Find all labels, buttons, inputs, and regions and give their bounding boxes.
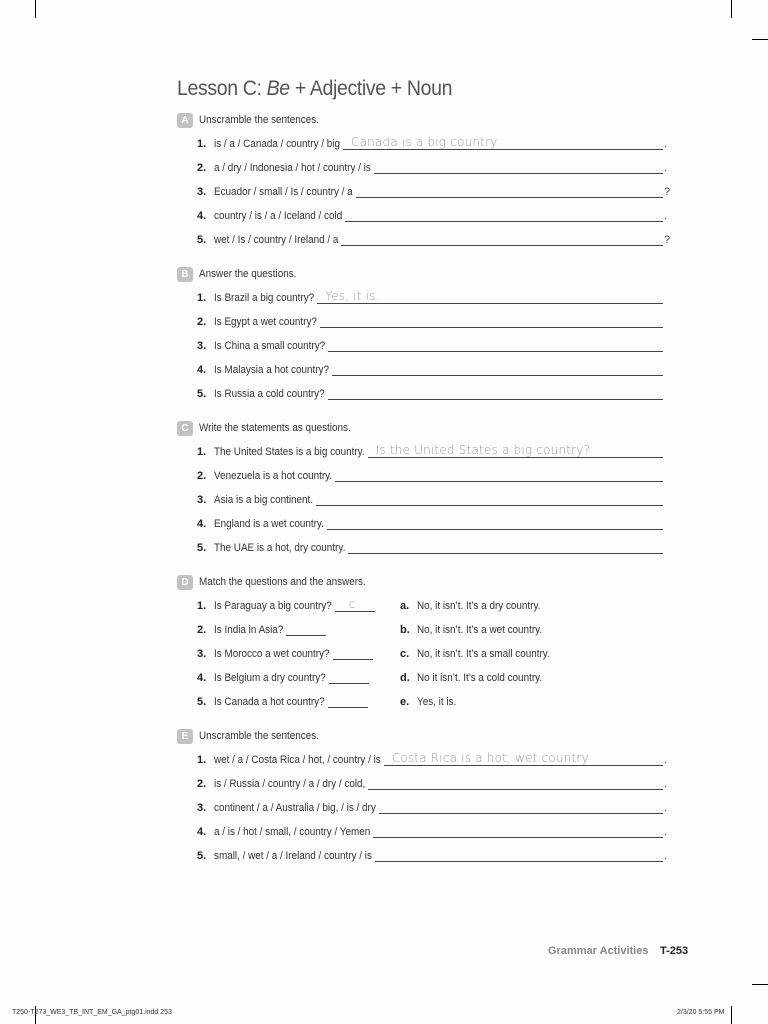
exercise-item <box>197 445 675 461</box>
section-badge: D <box>177 575 193 590</box>
title-suffix: + Adjective + Noun <box>289 77 453 100</box>
match-question <box>197 647 387 663</box>
item-prompt: Is Belgium a dry country? <box>214 672 326 684</box>
exercise-item <box>197 517 675 533</box>
item-number: 4. <box>197 672 207 684</box>
match-answer <box>400 623 600 639</box>
end-punctuation: ? <box>664 234 671 246</box>
end-punctuation: . <box>664 162 668 174</box>
item-number: 1. <box>197 138 207 150</box>
match-answer <box>400 647 600 663</box>
end-punctuation: ? <box>664 186 671 198</box>
print-slug-date: 2/3/20 5:55 PM <box>677 1009 725 1016</box>
item-number: 4. <box>197 826 207 838</box>
end-punctuation: . <box>664 754 668 766</box>
end-punctuation: . <box>664 826 668 838</box>
exercise-item <box>197 185 675 201</box>
footer-section-label: Grammar Activities <box>548 945 649 957</box>
exercise-item <box>197 753 675 769</box>
item-prompt: Is India in Asia? <box>214 624 284 636</box>
item-prompt: Venezuela is a hot country. <box>214 470 333 482</box>
answer-letter: b. <box>400 624 410 636</box>
answer-line <box>375 861 663 862</box>
answer-text: No, it isn’t. It’s a dry country. <box>417 600 541 612</box>
exercise-item <box>197 777 675 793</box>
page-number: T-253 <box>660 945 689 957</box>
match-answer <box>400 695 600 711</box>
item-number: 3. <box>197 648 207 660</box>
handwritten-answer: Is the United States a big country? <box>375 443 591 457</box>
exercise-item <box>197 493 675 509</box>
answer-line <box>373 837 663 838</box>
answer-line <box>286 635 326 636</box>
answer-line <box>335 481 663 482</box>
crop-mark <box>35 0 36 18</box>
answer-line <box>329 683 369 684</box>
answer-line <box>348 553 663 554</box>
answer-line <box>327 529 663 530</box>
item-number: 1. <box>197 754 207 766</box>
item-number: 5. <box>197 388 207 400</box>
match-answer <box>400 671 600 687</box>
item-number: 3. <box>197 802 207 814</box>
answer-line <box>317 303 663 304</box>
answer-line <box>343 149 663 150</box>
answer-line <box>356 197 663 198</box>
item-prompt: continent / a / Australia / big, / is / dry <box>214 802 376 814</box>
end-punctuation: . <box>664 778 668 790</box>
item-prompt: wet / Is / country / Ireland / a <box>214 234 339 246</box>
handwritten-answer: c <box>348 597 356 611</box>
crop-mark <box>731 0 732 18</box>
answer-line <box>345 221 663 222</box>
answer-line <box>374 173 663 174</box>
item-prompt: small, / wet / a / Ireland / country / is <box>214 850 372 862</box>
item-prompt: Is Malaysia a hot country? <box>214 364 330 376</box>
answer-letter: e. <box>400 696 410 708</box>
item-prompt: country / is / a / Iceland / cold <box>214 210 343 222</box>
exercise-item <box>197 541 675 557</box>
item-prompt: Is Russia a cold country? <box>214 388 325 400</box>
item-number: 4. <box>197 518 207 530</box>
section-instruction: Match the questions and the answers. <box>199 576 366 588</box>
answer-line <box>379 813 663 814</box>
exercise-item <box>197 469 675 485</box>
section-badge: B <box>177 267 193 282</box>
page-title <box>177 77 452 101</box>
item-number: 5. <box>197 234 207 246</box>
section-badge: C <box>177 421 193 436</box>
end-punctuation: . <box>664 802 668 814</box>
match-question <box>197 599 387 615</box>
match-answer <box>400 599 600 615</box>
answer-text: Yes, it is. <box>417 696 457 708</box>
exercise-item <box>197 137 675 153</box>
answer-letter: c. <box>400 648 410 660</box>
item-prompt: is / a / Canada / country / big <box>214 138 341 150</box>
exercise-item <box>197 849 675 865</box>
match-question <box>197 623 387 639</box>
item-prompt: a / is / hot / small, / country / Yemen <box>214 826 371 838</box>
item-prompt: Ecuador / small / Is / country / a <box>214 186 353 198</box>
answer-line <box>384 765 663 766</box>
item-number: 5. <box>197 850 207 862</box>
exercise-item <box>197 233 675 249</box>
item-prompt: Is Paraguay a big country? <box>214 600 332 612</box>
item-number: 2. <box>197 778 207 790</box>
end-punctuation: . <box>664 138 668 150</box>
exercise-item <box>197 387 675 403</box>
item-prompt: Is China a small country? <box>214 340 326 352</box>
print-slug-filename: T250-T273_WE3_TB_INT_EM_GA_ptg01.indd 253 <box>12 1009 172 1016</box>
end-punctuation: . <box>664 210 668 222</box>
section-badge: E <box>177 729 193 744</box>
crop-mark <box>752 984 768 985</box>
answer-line <box>368 789 663 790</box>
item-number: 2. <box>197 624 207 636</box>
exercise-item <box>197 161 675 177</box>
item-number: 2. <box>197 316 207 328</box>
answer-text: No, it isn’t. It’s a wet country. <box>417 624 543 636</box>
exercise-item <box>197 363 675 379</box>
handwritten-answer: Costa Rica is a hot, wet country <box>391 751 589 765</box>
answer-line <box>341 245 663 246</box>
item-prompt: wet / a / Costa Rica / hot, / country / is <box>214 754 381 766</box>
section-instruction: Write the statements as questions. <box>199 422 351 434</box>
answer-line <box>368 457 663 458</box>
item-prompt: Is Morocco a wet country? <box>214 648 330 660</box>
answer-line <box>332 375 663 376</box>
title-prefix: Lesson C: <box>177 77 267 100</box>
item-prompt: The United States is a big country. <box>214 446 365 458</box>
item-prompt: a / dry / Indonesia / hot / country / is <box>214 162 371 174</box>
exercise-item <box>197 339 675 355</box>
item-prompt: Is Canada a hot country? <box>214 696 325 708</box>
match-question <box>197 695 387 711</box>
item-number: 1. <box>197 446 207 458</box>
match-question <box>197 671 387 687</box>
exercise-item <box>197 801 675 817</box>
title-be: Be <box>266 77 290 100</box>
answer-line <box>328 351 663 352</box>
end-punctuation: . <box>664 850 668 862</box>
exercise-item <box>197 291 675 307</box>
item-number: 2. <box>197 162 207 174</box>
answer-line <box>335 611 375 612</box>
handwritten-answer: Yes, it is. <box>325 289 380 303</box>
item-prompt: England is a wet country. <box>214 518 324 530</box>
crop-mark <box>731 1006 732 1024</box>
answer-line <box>333 659 373 660</box>
item-number: 3. <box>197 186 207 198</box>
item-number: 2. <box>197 470 207 482</box>
section-badge: A <box>177 113 193 128</box>
answer-line <box>316 505 663 506</box>
answer-line <box>328 707 368 708</box>
handwritten-answer: Canada is a big country <box>351 135 498 149</box>
item-prompt: The UAE is a hot, dry country. <box>214 542 346 554</box>
section-instruction: Unscramble the sentences. <box>199 730 319 742</box>
crop-mark <box>752 39 768 40</box>
answer-line <box>328 399 663 400</box>
item-number: 4. <box>197 364 207 376</box>
answer-line <box>320 327 663 328</box>
answer-text: No, it isn’t. It’s a small country. <box>417 648 550 660</box>
item-prompt: Is Brazil a big country? <box>214 292 315 304</box>
item-prompt: is / Russia / country / a / dry / cold, <box>214 778 366 790</box>
item-number: 3. <box>197 340 207 352</box>
item-number: 5. <box>197 542 207 554</box>
item-number: 4. <box>197 210 207 222</box>
section-instruction: Answer the questions. <box>199 268 297 280</box>
exercise-item <box>197 209 675 225</box>
item-prompt: Is Egypt a wet country? <box>214 316 317 328</box>
item-number: 5. <box>197 696 207 708</box>
exercise-item <box>197 315 675 331</box>
exercise-item <box>197 825 675 841</box>
item-number: 1. <box>197 292 207 304</box>
answer-letter: a. <box>400 600 410 612</box>
answer-letter: d. <box>400 672 410 684</box>
item-number: 1. <box>197 600 207 612</box>
item-number: 3. <box>197 494 207 506</box>
section-instruction: Unscramble the sentences. <box>199 114 319 126</box>
item-prompt: Asia is a big continent. <box>214 494 314 506</box>
answer-text: No it isn’t. It’s a cold country. <box>417 672 543 684</box>
